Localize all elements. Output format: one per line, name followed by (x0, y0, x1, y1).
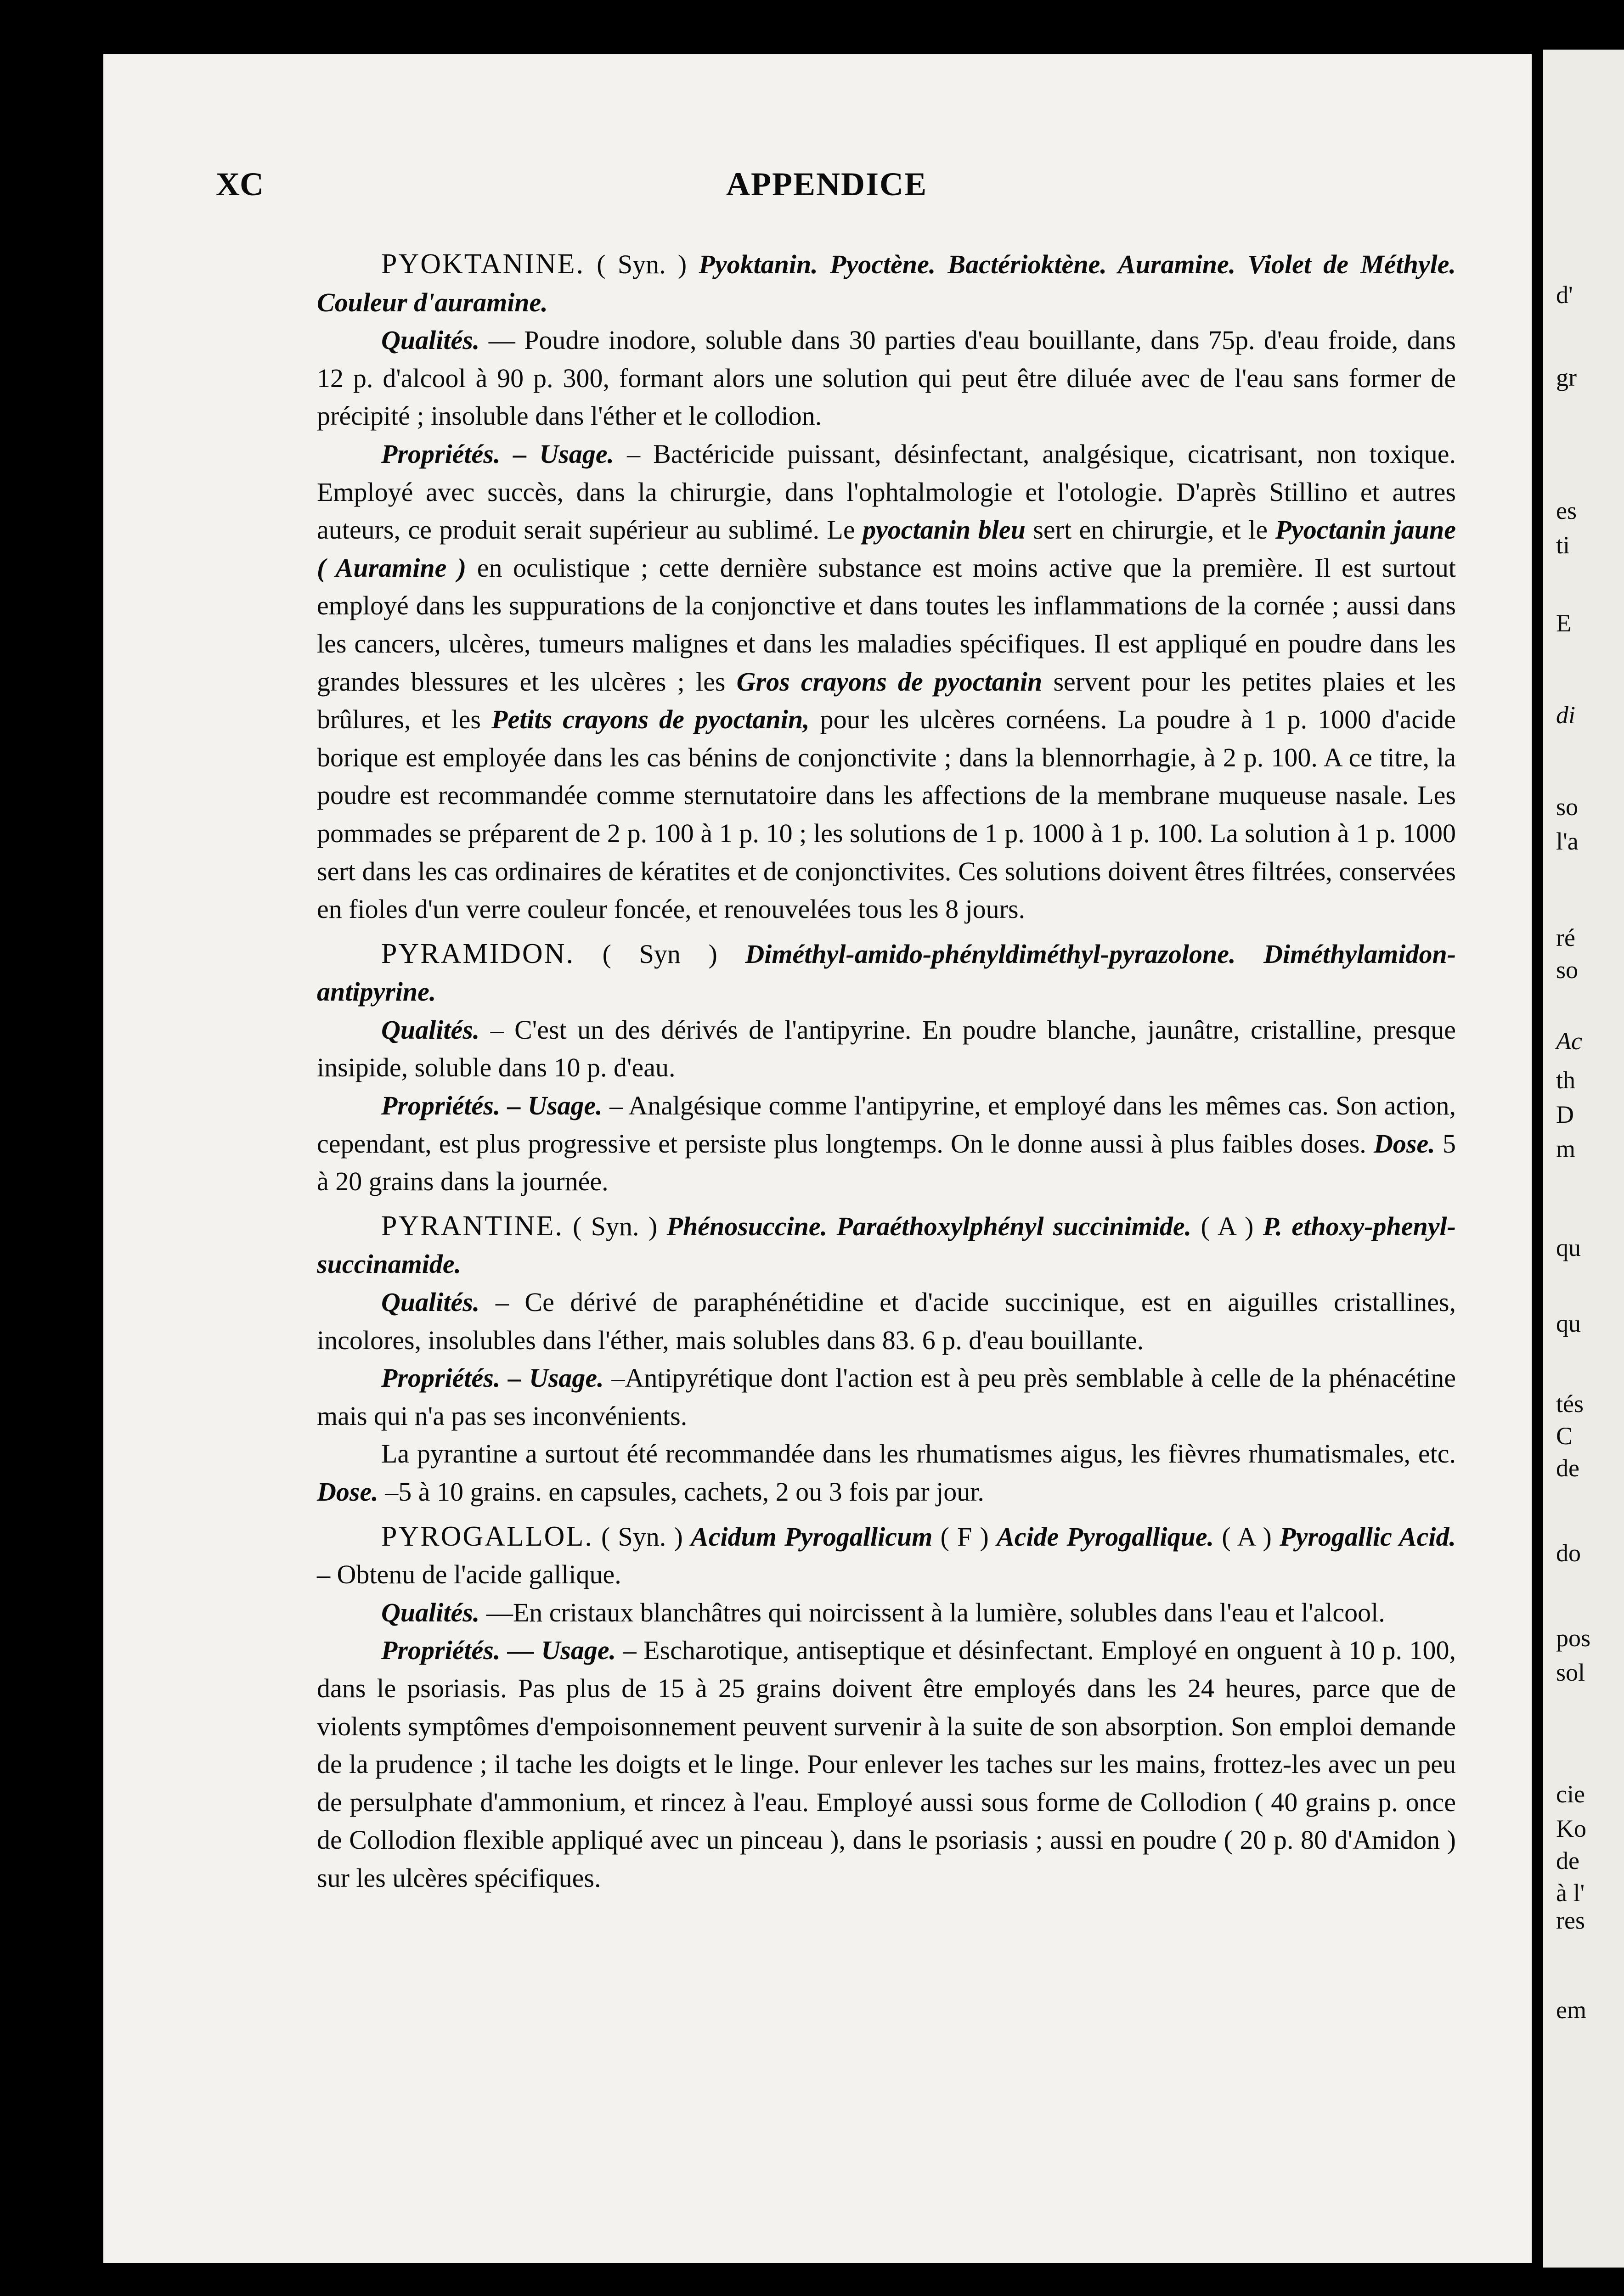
proprietes-text: pour les ulcères cornéens. La poudre à 1 p. 1000 d'acide borique est employée dans les cas bénins de conjonctivite ; dans la blennorrhagie, à 2 p. 100. A ce titre, la poudre est recommandée comme sternutatoire dans les affections de la membrane muqueuse nasale. Les pommades se préparent de 2 p. 100 à 1 p. 10 ; les solutions de 1 p. 1000 à 1 p. 100. La solution à 1 p. 1000 sert dans les cas ordinaires de kératites et de conjonctivites. Ces solutions doivent êtres filtrées, conservées en fioles d'un verre couleur foncée, et renouvelées tous les 8 jours. (317, 704, 1456, 924)
qualites-paragraph (317, 1283, 1456, 1359)
facing-page-fragment: de (1556, 1847, 1579, 1874)
dose-label: Dose. (1374, 1128, 1435, 1159)
entry-term: PYRAMIDON. (381, 938, 575, 969)
syn-label: ( Syn ) (602, 939, 717, 969)
facing-page-fragment: res (1556, 1907, 1585, 1934)
proprietes-paragraph (317, 1359, 1456, 1435)
facing-page-fragment: l'a (1556, 827, 1579, 855)
note-paragraph (317, 1435, 1456, 1511)
facing-page-fragment: cie (1556, 1780, 1585, 1808)
facing-page-fragment: qu (1556, 1234, 1581, 1261)
synonyms: Phénosuccine. Paraéthoxylphényl succinimide. (666, 1211, 1192, 1241)
qualites-label: Qualités. (381, 1014, 480, 1045)
synonyms-english: Pyrogallic Acid. (1280, 1521, 1456, 1552)
origin-text: – Obtenu de l'acide gallique. (317, 1559, 621, 1590)
proprietes-label: Propriétés. – Usage. (381, 439, 615, 469)
qualites-label: Qualités. (381, 1597, 480, 1627)
facing-page-fragment: di (1556, 701, 1576, 729)
proprietes-text: – Bactéricide puissant, désinfectant, analgésique, cicatrisant, non toxique. Employé avec succès, dans la chirurgie, dans l'ophtalmologie et l'otologie. D'après Stillino et autres auteurs, ce produit serait supérieur au sublimé. Le (317, 439, 1456, 545)
proprietes-text: – Escharotique, antiseptique et désinfectant. Employé en onguent à 10 p. 100, dans le psoriasis. Pas plus de 15 à 25 grains doivent être employés dans les 24 heures, parce que de violents symptômes d'empoisonnement peuvent survenir à la suite de son absorption. Son emploi demande de la prudence ; il tache les doigts et le linge. Pour enlever les taches sur les mains, frottez-les avec un peu de persulphate d'ammonium, et rincez à l'eau. Employé aussi sous forme de Collodion ( 40 grains p. once de Collodion flexible appliqué avec un pinceau ), dans le psoriasis ; aussi en poudre ( 20 p. 80 d'Amidon ) sur les ulcères spécifiques. (317, 1635, 1456, 1893)
facing-page-fragment: gr (1556, 364, 1577, 391)
facing-page-fragment: Ko (1556, 1815, 1586, 1842)
running-title: APPENDICE (726, 166, 927, 203)
facing-page-fragment: th (1556, 1066, 1576, 1094)
proprietes-paragraph (317, 1632, 1456, 1897)
qualites-text: —En cristaux blanchâtres qui noircissent à la lumière, solubles dans l'eau et l'alcool. (486, 1597, 1385, 1627)
dose-text: –5 à 10 grains. en capsules, cachets, 2 ou 3 fois par jour. (385, 1477, 984, 1507)
entry-heading (317, 1518, 1456, 1594)
facing-page-fragment: pos (1556, 1624, 1591, 1652)
proprietes-text: – Analgésique comme l'antipyrine, et employé dans les mêmes cas. Son action, cependant, est plus progressive et persiste plus longtemps. On le donne aussi à plus faibles doses. (317, 1091, 1456, 1159)
facing-page-fragment: qu (1556, 1310, 1581, 1337)
facing-page-fragment: m (1556, 1135, 1576, 1163)
syn-lang-label: ( F ) (940, 1521, 989, 1552)
page-header (216, 165, 1438, 216)
facing-page-fragment: tés (1556, 1390, 1584, 1418)
facing-page-fragment: à l' (1556, 1879, 1585, 1907)
qualites-paragraph (317, 1594, 1456, 1632)
page-number: XC (216, 166, 264, 203)
entry-heading (317, 245, 1456, 321)
facing-page-fragment: E (1556, 609, 1571, 637)
entry-term: PYROGALLOL. (381, 1520, 593, 1552)
facing-page-fragment: d' (1556, 281, 1573, 309)
qualites-label: Qualités. (381, 1287, 480, 1317)
dose-label: Dose. (317, 1477, 378, 1507)
entry-term: PYRANTINE. (381, 1210, 564, 1242)
proprietes-paragraph (317, 435, 1456, 929)
facing-page-fragment: C (1556, 1422, 1573, 1450)
proprietes-label: Propriétés. – Usage. (381, 1091, 603, 1121)
synonyms: Acidum Pyrogallicum (691, 1521, 933, 1552)
facing-page-fragment: ti (1556, 531, 1570, 559)
synonyms-french: Acide Pyrogallique. (997, 1521, 1214, 1552)
facing-page-fragment: em (1556, 1996, 1586, 2024)
qualites-paragraph (317, 1011, 1456, 1087)
proprietes-text: sert en chirurgie, et le (1033, 515, 1268, 545)
proprietes-italic: Gros crayons de pyoctanin (736, 666, 1043, 697)
note-text: La pyrantine a surtout été recommandée dans les rhumatismes aigus, les fièvres rhumatismales, etc. (381, 1439, 1456, 1469)
synonyms: Diméthyl-amido-phényldiméthyl-pyrazolone. Diméthylamidon-antipyrine. (317, 939, 1456, 1007)
entry-heading (317, 935, 1456, 1011)
facing-page-fragment: so (1556, 793, 1579, 821)
proprietes-label: Propriétés. — Usage. (381, 1635, 616, 1666)
qualites-text: – C'est un des dérivés de l'antipyrine. En poudre blanche, jaunâtre, cristalline, presque insipide, soluble dans 10 p. d'eau. (317, 1014, 1456, 1083)
syn-label: ( Syn. ) (601, 1521, 683, 1552)
page-content (317, 239, 1456, 1897)
synonyms-english: P. ethoxy-phenyl-succinamide. (317, 1211, 1456, 1279)
facing-page-fragment: de (1556, 1454, 1579, 1482)
proprietes-italic: Pyoctanin jaune ( Auramine ) (317, 515, 1456, 583)
entry-term: PYOKTANINE. (381, 248, 585, 280)
proprietes-text: servent pour les petites plaies et les brûlures, et les (317, 666, 1456, 735)
syn-lang-label: ( A ) (1222, 1521, 1272, 1552)
proprietes-italic: pyoctanin bleu (863, 515, 1026, 545)
proprietes-paragraph (317, 1087, 1456, 1201)
qualites-label: Qualités. (381, 325, 480, 355)
qualites-text: — Poudre inodore, soluble dans 30 parties d'eau bouillante, dans 75p. d'eau froide, dans 12 p. d'alcool à 90 p. 300, formant alors une solution qui peut être diluée avec de l'eau sans former de précipité ; insoluble dans l'éther et le collodion. (317, 325, 1456, 431)
proprietes-text: en oculistique ; cette dernière substance est moins active que la première. Il est surtout employé dans les suppurations de la conjonctive et dans toutes les inflammations de la cornée ; aussi dans les cancers, ulcères, tumeurs malignes et dans les maladies spécifiques. Il est appliqué en poudre dans les grandes blessures et les ulcères ; les (317, 552, 1456, 697)
syn-label: ( Syn. ) (573, 1211, 658, 1241)
qualites-text: – Ce dérivé de paraphénétidine et d'acide succinique, est en aiguilles cristallines, incolores, insolubles dans l'éther, mais solubles dans 83. 6 p. d'eau bouillante. (317, 1287, 1456, 1355)
proprietes-label: Propriétés. – Usage. (381, 1363, 604, 1393)
facing-page-edge (1543, 50, 1624, 2268)
entry-heading (317, 1207, 1456, 1283)
facing-page-fragment: es (1556, 497, 1577, 524)
syn-label: ( Syn. ) (597, 249, 687, 279)
proprietes-italic: Petits crayons de pyoctanin, (491, 704, 810, 735)
facing-page-fragment: Ac (1556, 1027, 1582, 1055)
dose-text: 5 à 20 grains dans la journée. (317, 1128, 1456, 1197)
facing-page-fragment: sol (1556, 1659, 1585, 1686)
qualites-paragraph (317, 321, 1456, 435)
proprietes-text: –Antipyrétique dont l'action est à peu près semblable à celle de la phénacétine mais qui n'a pas ses inconvénients. (317, 1363, 1456, 1431)
facing-page-fragment: ré (1556, 924, 1575, 951)
facing-page-fragment: do (1556, 1539, 1581, 1567)
syn-lang-label: ( A ) (1201, 1211, 1254, 1241)
synonyms: Pyoktanin. Pyoctène. Bactérioktène. Auramine. Violet de Méthyle. Couleur d'auramine. (317, 249, 1456, 317)
facing-page-fragment: D (1556, 1101, 1574, 1128)
facing-page-fragment: so (1556, 956, 1579, 984)
